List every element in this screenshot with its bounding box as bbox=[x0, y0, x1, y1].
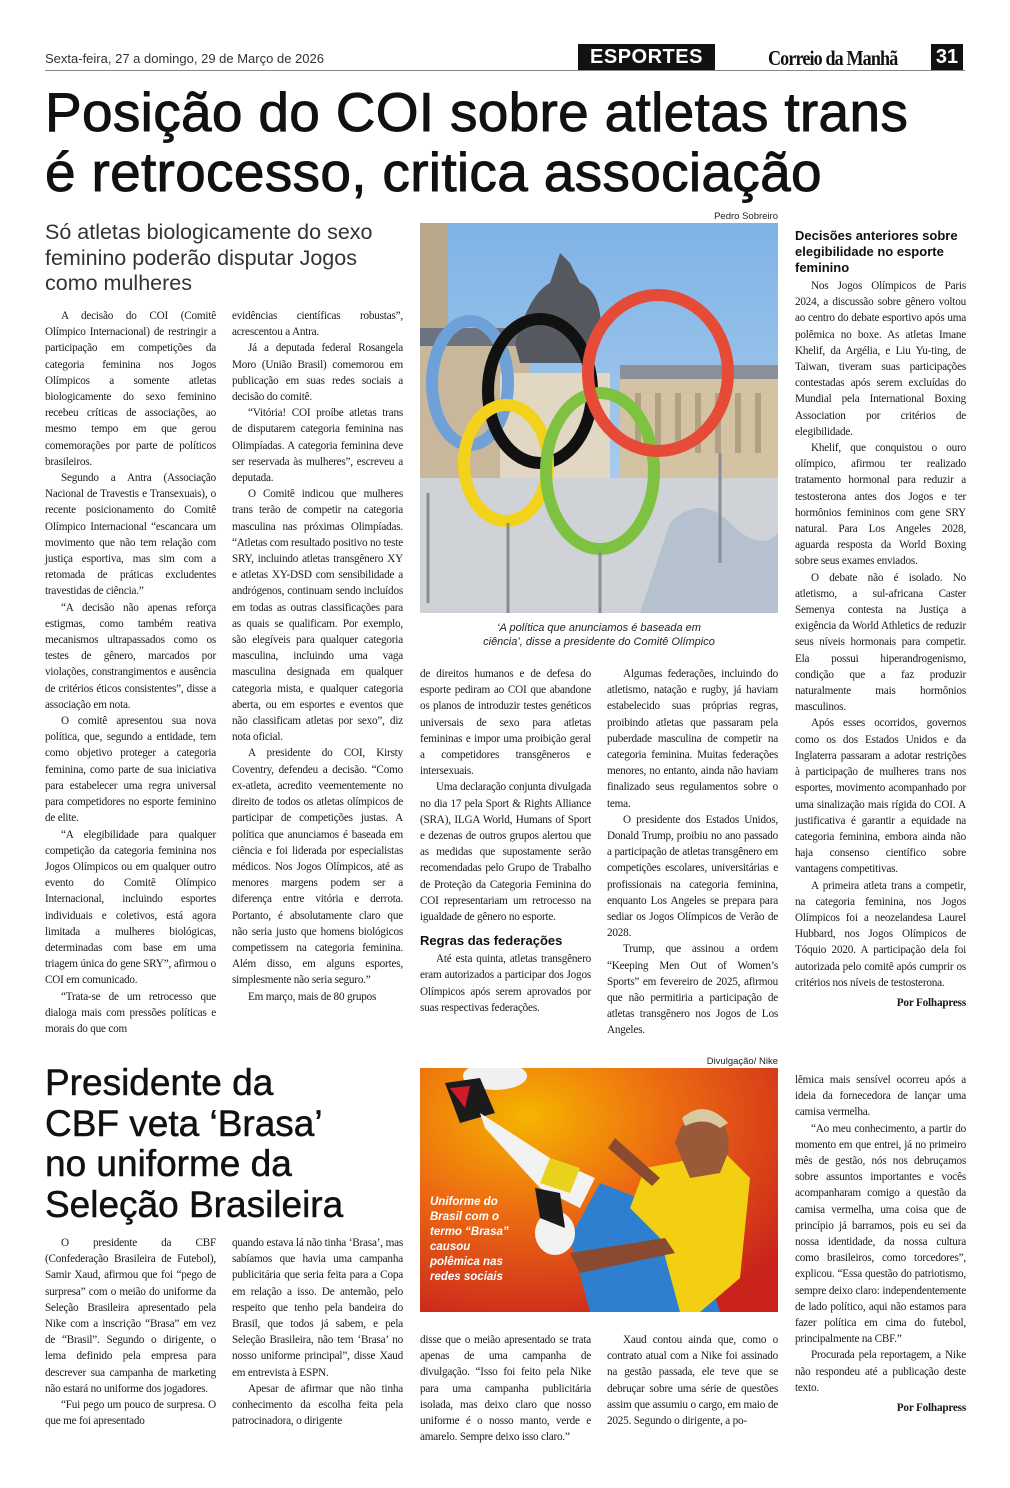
paragraph-continuation: lêmica mais sensível ocorreu após a ideia da fornecedora de lançar uma camisa vermelha. bbox=[795, 1074, 966, 1119]
headline-line: Posição do COI sobre atletas trans bbox=[45, 81, 909, 143]
article2-headline bbox=[45, 1063, 415, 1225]
byline: Por Folhapress bbox=[896, 1402, 966, 1415]
article1-column-4 bbox=[607, 666, 778, 1039]
edition-date: Sexta-feira, 27 a domingo, 29 de Março de 2026 bbox=[45, 51, 324, 66]
overlay-line: causou bbox=[430, 1241, 471, 1253]
headline-line: Presidente da bbox=[45, 1062, 274, 1103]
paragraph: Até esta quinta, atletas transgênero eram autorizados a participar dos Jogos Olímpicos após serem aprovados por suas respectivas federações. bbox=[420, 953, 591, 1014]
paragraph: Em março, mais de 80 grupos bbox=[248, 990, 377, 1003]
paragraph: Algumas federações, incluindo do atletismo, natação e rugby, já haviam estabelecido suas próprias regras, proibindo atletas que passaram pela puberdade masculina de competir na categoria feminina. Muitas federações menores, no entanto, ainda não haviam finalizado seus regulamentos sobre o tema. bbox=[607, 668, 778, 810]
photo-credit: Divulgação/ Nike bbox=[706, 1056, 778, 1067]
paragraph-continuation: evidências científicas robustas”, acrescentou a Antra. bbox=[232, 310, 403, 339]
headline-line: Seleção Brasileira bbox=[45, 1183, 344, 1225]
photo-caption bbox=[420, 621, 778, 649]
paragraph: O Comitê indicou que mulheres trans terão de competir na categoria masculina nas próximas Olimpíadas. “Atletas com resultado positivo no teste SRY, incluindo atletas transgênero XY e atletas XY-DSD com sensibilidade a andrógenos, continuam sendo incluídos em todas as outras classificações para as quais se qualificam. Por exemplo, são elegíveis para qualquer categoria masculina, incluindo uma vaga masculina designada em qualquer categoria mista, e qualquer categoria aberta, ou em esportes e eventos que não classificam atletas por sexo”, diz nota oficial. bbox=[232, 488, 403, 744]
article1-headline bbox=[45, 82, 975, 202]
paragraph: Segundo a Antra (Associação Nacional de Travestis e Transexuais), o recente posicionamento do Comitê Olímpico Internacional “escancara um movimento que não tem relação com justiça esportiva, mas sim com a retomada de práticas excludentes travestidas de ciência.” bbox=[45, 472, 216, 598]
article2-column-5 bbox=[795, 1072, 966, 1416]
paragraph-continuation: de direitos humanos e de defesa do esporte pediram ao COI que abandone os planos de introduzir testes genéticos universais de sexo para atletas femininas e impor uma proibição geral a competidores transgêneros e intersexuais. bbox=[420, 668, 591, 778]
article1-column-1 bbox=[45, 308, 216, 1037]
paragraph: O presidente da CBF (Confederação Brasileira de Futebol), Samir Xaud, afirmou que foi “pego de surpresa” com o meião do uniforme da Seleção Brasileira apresentado pela Nike com a inscrição “Brasa” em vez de “Brasil”. Segundo o dirigente, o lema definido pela empresa para descrever sua campanha de marketing não estará no uniforme dos jogadores. bbox=[45, 1237, 216, 1395]
subheading: Decisões anteriores sobre elegibilidade no esporte feminino bbox=[795, 228, 958, 275]
photo-credit: Pedro Sobreiro bbox=[714, 211, 778, 222]
page-number: 31 bbox=[931, 44, 963, 70]
headline-line: é retrocesso, critica associação bbox=[45, 141, 822, 203]
article1-column-2 bbox=[232, 308, 403, 1005]
paragraph: “A elegibilidade para qualquer competição da categoria feminina nos Jogos Olímpicos ou em qualquer outro evento do Comitê Olímpico Internacional, incluindo esportes individuais e coletivos, está agora limitada a mulheres biológicas, determinadas com base em uma triagem única do gene SRY”, afirmou o COI em comunicado. bbox=[45, 828, 216, 987]
paragraph: “A decisão não apenas reforça estigmas, como também reativa mecanismos ultrapassados como os testes de gênero, marcados por violações, constrangimentos e ausência de critérios éticos consistentes”, disse a associação em nota. bbox=[45, 601, 216, 711]
article1-column-5 bbox=[795, 228, 966, 1011]
paragraph: Uma declaração conjunta divulgada no dia 17 pela Sport & Rights Alliance (SRA), ILGA World, Humans of Sport e dezenas de outros grupos alertou que as medidas que supostamente serão recomendadas pelo Grupo de Trabalho de Proteção da Categoria Feminina do COI representariam um retrocesso na igualdade de gênero no esporte. bbox=[420, 781, 591, 924]
paragraph: “Fui pego um pouco de surpresa. O que me foi apresentado bbox=[45, 1399, 216, 1428]
article2-column-3 bbox=[420, 1332, 591, 1445]
paragraph: “Ao meu conhecimento, a partir do momento em que entrei, já no primeiro mês de gestão, nós nos debruçamos sobre assuntos importantes e vocês acompanharam comigo a questão da camisa vermelha, uma coisa que de princípio já barramos, pois eu sei da nossa identidade, da nossa cultura como brasileiros, como torcedores”, explicou. “Essa questão do patriotismo, sempre deixo claro: independentemente de lado político, aqui não estamos para fazer política em cima do futebol, principalmente na CBF.” bbox=[795, 1122, 966, 1346]
paragraph: Nos Jogos Olímpicos de Paris 2024, a discussão sobre gênero voltou ao centro do debate esportivo após uma polêmica no boxe. As atletas Imane Khelif, da Argélia, e Liu Yu-ting, de Taiwan, tiveram suas participações contestadas após serem excluídas do Mundial pela International Boxing Association por critérios de elegibilidade. bbox=[795, 280, 966, 438]
headline-line: CBF veta ‘Brasa’ bbox=[45, 1102, 323, 1144]
olympic-rings-photo bbox=[420, 223, 778, 613]
paragraph: O debate não é isolado. No atletismo, a sul-africana Caster Semenya contesta na Justiça a exigência da World Athletics de reduzir seus níveis hormonais para competir. Ela possui hiperandrogenismo, condição que a faz produzir naturalmente mais hormônios masculinos. bbox=[795, 571, 966, 714]
paragraph: Xaud contou ainda que, como o contrato atual com a Nike foi assinado na gestão passada, ele teve que se debruçar sobre uma série de questões assim que assumiu o cargo, em maio de 2025. Segundo o dirigente, a po- bbox=[607, 1334, 778, 1428]
caption-line: ‘A política que anunciamos é baseada em bbox=[497, 622, 701, 634]
paragraph: Procurada pela reportagem, a Nike não respondeu até a publicação deste texto. bbox=[795, 1349, 966, 1394]
byline: Por Folhapress bbox=[896, 996, 966, 1009]
photo-overlay-caption bbox=[430, 1195, 540, 1285]
overlay-line: Uniforme do bbox=[430, 1196, 498, 1208]
paragraph: Já a deputada federal Rosangela Moro (União Brasil) comemorou em publicação em suas redes sociais a decisão do comitê. bbox=[232, 342, 403, 404]
paragraph: Trump, que assinou a ordem “Keeping Men Out of Women’s Sports” em fevereiro de 2025, afirmou que não permitiria a participação de atletas transgênero nos Jogos de Los Angeles. bbox=[607, 943, 778, 1037]
paragraph: “Vitória! COI proíbe atletas trans de disputarem categoria feminina nas Olimpíadas. A categoria feminina deve ser reservada às mulheres”, escreveu a deputada. bbox=[232, 407, 403, 485]
paragraph-continuation: disse que o meião apresentado se trata apenas de uma campanha de divulgação. “Isso foi feito pela Nike para uma campanha publicitária isolada, mas deixo claro que nosso uniforme é o nosso manto, verde e amarelo. Sempre deixo isso claro.” bbox=[420, 1334, 591, 1444]
section-label: ESPORTES bbox=[578, 44, 715, 70]
paragraph: “Trata-se de um retrocesso que dialoga mais com pressões políticas e morais do que com bbox=[45, 990, 216, 1035]
paragraph: A decisão do COI (Comitê Olímpico Internacional) de restringir a participação em competições da categoria feminina nos Jogos Olímpicos a somente atletas biologicamente do sexo feminino recebeu críticas de associações, ao mesmo tempo em que gerou comemorações por parte de políticos brasileiros. bbox=[45, 310, 216, 468]
article1-column-3 bbox=[420, 666, 591, 1016]
headline-line: no uniforme da bbox=[45, 1143, 292, 1184]
paragraph: A primeira atleta trans a competir, na categoria feminina, nos Jogos Olímpicos foi a neozelandesa Laurel Hubbard, nos Jogos Olímpicos de Tóquio 2020. A participação dela foi autorizada pelo comitê após cumprir os critérios nos níveis de testosterona. bbox=[795, 879, 966, 989]
article2-column-1 bbox=[45, 1235, 216, 1429]
article1-deck: Só atletas biologicamente do sexo feminino poderão disputar Jogos como mulheres bbox=[45, 220, 373, 295]
overlay-line: Brasil com o bbox=[430, 1211, 500, 1223]
paragraph: Após esses ocorridos, governos como os dos Estados Unidos e da Inglaterra passaram a adotar restrições à participação de mulheres trans nos esportes, movimento acompanhado por uma sinalização mais rígida do COI. A justificativa é garantir a equidade na categoria feminina, embora ainda não haja consenso científico sobre vantagens competitivas. bbox=[795, 717, 966, 876]
newspaper-logo: Correio da Manhã bbox=[768, 46, 898, 70]
paragraph: A presidente do COI, Kirsty Coventry, defendeu a decisão. “Como ex-atleta, acredito veementemente no direito de todos os atletas olímpicos de participar de competições justas. A política que anunciamos é baseada em ciência e foi liderada por especialistas médicos. Nos Jogos Olímpicos, até as menores margens podem ser a diferença entre vitória e derrota. Portanto, é absolutamente claro que não seria justo que homens biológicos competissem na categoria feminina. Além disso, em alguns esportes, simplesmente não seria seguro.” bbox=[232, 747, 403, 987]
subheading: Regras das federações bbox=[420, 933, 563, 949]
overlay-line: redes sociais bbox=[430, 1271, 503, 1283]
paragraph: Apesar de afirmar que não tinha conhecimento da escolha feita pela patrocinadora, o dirigente bbox=[232, 1382, 403, 1428]
paragraph: O comitê apresentou sua nova política, que, segundo a entidade, tem como objetivo proteger a categoria feminina, como parte de sua iniciativa para estabelecer uma regra universal para competidores no esporte feminino de elite. bbox=[45, 715, 216, 825]
article2-column-2 bbox=[232, 1235, 403, 1429]
article2-column-4 bbox=[607, 1332, 778, 1429]
paragraph: Khelif, que conquistou o ouro olímpico, afirmou ter realizado tratamento hormonal para reduzir a testosterona antes dos Jogos e ter hormônios femininos com gene SRY natural. Para Los Angeles 2028, aguarda resposta da World Boxing sobre seus exames enviados. bbox=[795, 442, 966, 568]
overlay-line: termo “Brasa” bbox=[430, 1226, 509, 1238]
paragraph: O presidente dos Estados Unidos, Donald Trump, proibiu no ano passado a participação de atletas transgênero em competições escolares, universitárias e profissionais na categoria feminina, enquanto Los Angeles se prepara para sediar os Jogos Olímpicos de Verão de 2028. bbox=[607, 813, 778, 940]
overlay-line: polêmica nas bbox=[430, 1256, 503, 1268]
paragraph-continuation: quando estava lá não tinha ‘Brasa’, mas sabíamos que havia uma campanha publicitária que seria feita para a Copa em relação a isso. De antemão, pelo respeito que tenho pela bandeira do Brasil, que todos já sabem, e pela Seleção Brasileira, não tem ‘Brasa’ no nosso uniforme principal”, disse Xaud em entrevista à ESPN. bbox=[232, 1237, 403, 1379]
caption-line: ciência’, disse a presidente do Comitê Olímpico bbox=[483, 636, 715, 648]
